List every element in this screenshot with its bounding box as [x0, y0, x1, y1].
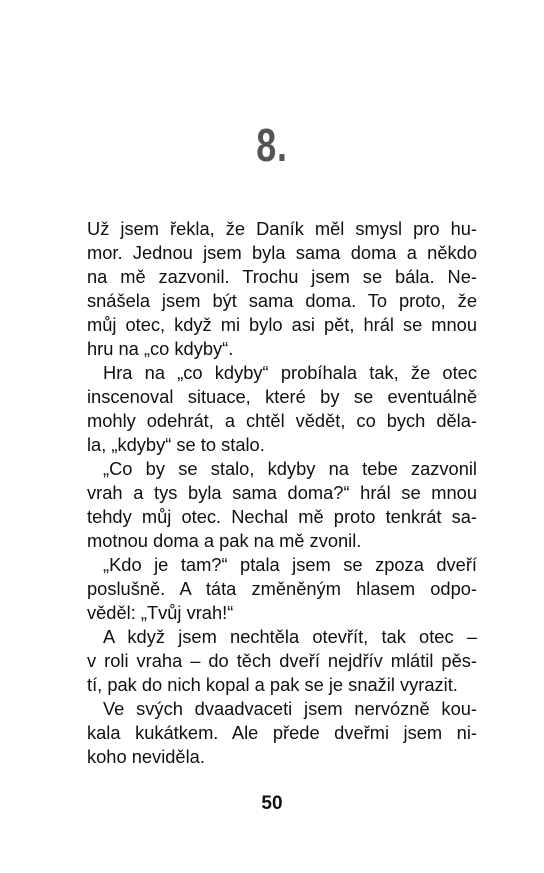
text-line: tehdy můj otec. Nechal mě proto tenkrát sa-	[87, 506, 477, 527]
page-number: 50	[261, 793, 283, 814]
paragraph	[87, 361, 477, 457]
text-line: vrah a tys byla sama doma?“ hrál se mnou	[87, 482, 477, 503]
text-line: Už jsem řekla, že Daník měl smysl pro hu-	[87, 218, 477, 239]
paragraph	[87, 553, 477, 625]
text-line: můj otec, když mi bylo asi pět, hrál se mnou	[87, 314, 477, 335]
text-line: A když jsem nechtěla otevřít, tak otec –	[103, 626, 477, 647]
text-line: motnou doma a pak na mě zvonil.	[87, 530, 362, 551]
paragraph	[87, 457, 477, 553]
text-line: mohly odehrát, a chtěl vědět, co bych děla-	[87, 410, 477, 431]
text-line: hru na „co kdyby“.	[87, 338, 234, 359]
text-line: věděl: „Tvůj vrah!“	[87, 602, 234, 623]
text-line: inscenoval situace, které by se eventuálně	[87, 386, 477, 407]
paragraph	[87, 625, 477, 697]
text-line: Ve svých dvaadvaceti jsem nervózně kou-	[103, 698, 477, 719]
text-line: na mě zazvonil. Trochu jsem se bála. Ne-	[87, 266, 477, 287]
text-line: v roli vraha – do těch dveří nejdřív mlátil pěs-	[87, 650, 477, 671]
text-line: „Kdo je tam?“ ptala jsem se zpoza dveří	[103, 554, 477, 575]
text-line: tí, pak do nich kopal a pak se je snažil vyrazit.	[87, 674, 458, 695]
text-line: „Co by se stalo, kdyby na tebe zazvonil	[103, 458, 477, 479]
text-line: snášela jsem být sama doma. To proto, že	[87, 290, 477, 311]
paragraph	[87, 217, 477, 361]
text-line: poslušně. A táta změněným hlasem odpo-	[87, 578, 477, 599]
chapter-body	[87, 217, 477, 769]
text-line: koho neviděla.	[87, 746, 205, 767]
chapter-heading: 8.	[256, 119, 288, 171]
text-line: la, „kdyby“ se to stalo.	[87, 434, 265, 455]
text-line: mor. Jednou jsem byla sama doma a někdo	[87, 242, 477, 263]
text-line: Hra na „co kdyby“ probíhala tak, že otec	[103, 362, 477, 383]
paragraph	[87, 697, 477, 769]
text-line: kala kukátkem. Ale přede dveřmi jsem ni-	[87, 722, 477, 743]
